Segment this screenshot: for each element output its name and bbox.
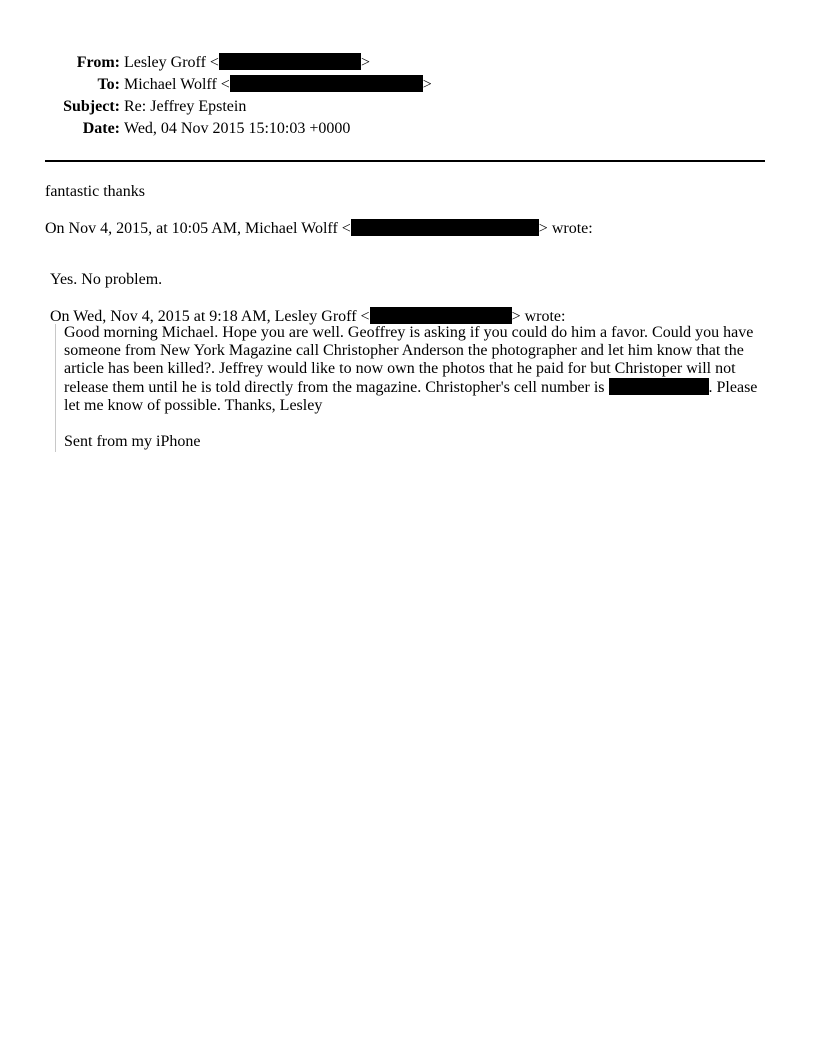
subject-row [0,97,816,119]
date-label: Date: [82,120,120,137]
redaction-box [351,219,539,236]
quoted-message-body [64,324,764,451]
quote2-line [64,378,764,397]
email-header [0,53,816,141]
date-row [0,119,816,141]
signature: Sent from my iPhone [64,433,201,450]
quote2-line4-prefix: release them until he is told directly from the magazine. Christopher's cell number is [64,379,605,396]
date-value: Wed, 04 Nov 2015 15:10:03 +0000 [124,120,351,137]
redaction-box [609,378,709,395]
quote2-line4-suffix: . Please [708,379,758,396]
to-name: Michael Wolff [124,76,217,93]
quote2-line: someone from New York Magazine call Christopher Anderson the photographer and let him know that the [64,342,744,359]
to-label: To: [97,76,120,93]
quote1-text: Yes. No problem. [50,271,163,288]
quote1-intro-prefix: On Nov 4, 2015, at 10:05 AM, Michael Wolff < [45,220,351,237]
to-row [0,75,816,97]
redaction-box [230,75,423,92]
quote2-line: Good morning Michael. Hope you are well. Geoffrey is asking if you could do him a favor. Could you have [64,324,754,341]
quote2-line: let me know of possible. Thanks, Lesley [64,397,323,414]
phone-link[interactable] [609,379,709,396]
spacer [64,415,764,433]
quote2-line: article has been killed?. Jeffrey would like to now own the photos that he paid for but Christoper will not [64,360,736,377]
subject-label: Subject: [63,98,120,115]
from-value: Lesley Groff < > [124,54,370,71]
quote1-intro-suffix: > wrote: [538,220,593,237]
to-value: Michael Wolff < > [124,76,432,93]
quote2-intro-suffix: > wrote: [511,308,566,325]
quoted-message [55,324,776,452]
header-divider [45,160,765,162]
from-label: From: [76,54,120,71]
reply-text: fantastic thanks [45,183,145,200]
quote2-intro-prefix: On Wed, Nov 4, 2015 at 9:18 AM, Lesley Groff < [50,308,370,325]
redaction-box [370,307,512,324]
subject-value: Re: Jeffrey Epstein [124,98,247,115]
from-row [0,53,816,75]
quote1-intro [45,219,593,238]
redaction-box [219,53,361,70]
from-name: Lesley Groff [124,54,206,71]
